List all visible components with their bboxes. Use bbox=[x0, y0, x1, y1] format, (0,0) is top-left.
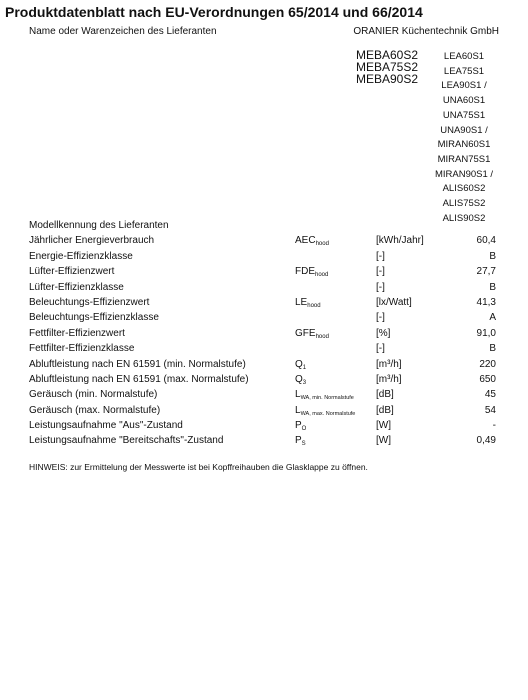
spec-row bbox=[0, 418, 528, 433]
spec-symbol: $Q_3$ bbox=[295, 373, 307, 386]
spec-row bbox=[0, 233, 528, 248]
spec-symbol: $LE_{hood}$ bbox=[295, 296, 321, 309]
supplier-label: Name oder Warenzeichen des Lieferanten bbox=[29, 26, 217, 37]
model-secondary-item: ALIS90S2 bbox=[442, 212, 486, 224]
model-secondary-item: MIRAN60S1 bbox=[437, 139, 491, 151]
model-list-secondary bbox=[432, 50, 496, 226]
spec-row bbox=[0, 403, 528, 418]
spec-value: 60,4 bbox=[476, 235, 496, 247]
spec-value: 54 bbox=[484, 404, 496, 416]
spec-value: - bbox=[492, 420, 496, 432]
spec-symbol: $Q_1$ bbox=[295, 358, 307, 371]
spec-unit: [lx/Watt] bbox=[376, 296, 412, 308]
spec-unit: [kWh/Jahr] bbox=[376, 235, 424, 247]
spec-value: 220 bbox=[479, 358, 496, 370]
spec-unit: [-] bbox=[376, 343, 385, 355]
spec-row bbox=[0, 326, 528, 341]
spec-unit: [dB] bbox=[376, 389, 394, 401]
model-list-primary bbox=[356, 49, 418, 85]
spec-unit: [W] bbox=[376, 420, 391, 432]
spec-row bbox=[0, 218, 528, 233]
spec-value: 41,3 bbox=[476, 296, 496, 308]
spec-unit: [W] bbox=[376, 435, 391, 447]
spec-row bbox=[0, 310, 528, 325]
model-secondary-item: MIRAN75S1 bbox=[437, 153, 491, 165]
spec-table bbox=[0, 218, 528, 449]
spec-row bbox=[0, 264, 528, 279]
spec-label: Leistungsaufnahme "Aus"-Zustand bbox=[29, 420, 183, 432]
spec-value: 650 bbox=[479, 373, 496, 385]
model-secondary-item: MIRAN90S1 / bbox=[434, 168, 494, 180]
model-secondary-item: LEA90S1 / bbox=[441, 80, 487, 92]
spec-value: B bbox=[489, 281, 496, 293]
spec-label: Fettfilter-Effizienzklasse bbox=[29, 343, 135, 355]
spec-row bbox=[0, 372, 528, 387]
model-primary-item: MEBA60S2 bbox=[356, 48, 419, 62]
spec-label: Energie-Effizienzklasse bbox=[29, 250, 133, 262]
spec-value: 45 bbox=[484, 389, 496, 401]
spec-symbol: $L_{WA, min. Normalstufe}$ bbox=[295, 389, 354, 402]
model-secondary-item: LEA60S1 bbox=[443, 51, 485, 62]
model-secondary-item: ALIS60S2 bbox=[442, 183, 486, 195]
page-title: Produktdatenblatt nach EU-Verordnungen 65/2014 und 66/2014 bbox=[5, 4, 423, 20]
spec-unit: [-] bbox=[376, 250, 385, 262]
spec-value: A bbox=[489, 312, 496, 324]
spec-row bbox=[0, 249, 528, 264]
model-secondary-item: LEA75S1 bbox=[443, 65, 485, 77]
spec-row bbox=[0, 295, 528, 310]
spec-row bbox=[0, 357, 528, 372]
spec-label: Beleuchtungs-Effizienzklasse bbox=[29, 312, 159, 324]
spec-value: 91,0 bbox=[476, 327, 496, 339]
spec-unit: [dB] bbox=[376, 404, 394, 416]
spec-unit: [m³/h] bbox=[376, 373, 402, 385]
spec-row bbox=[0, 341, 528, 356]
spec-symbol: $AEC_{hood}$ bbox=[295, 235, 329, 248]
spec-label: Geräusch (min. Normalstufe) bbox=[29, 389, 158, 401]
model-primary-item: MEBA75S2 bbox=[356, 60, 419, 74]
spec-label: Abluftleistung nach EN 61591 (max. Normalstufe) bbox=[29, 373, 249, 385]
spec-unit: [m³/h] bbox=[376, 358, 402, 370]
spec-value: 0,49 bbox=[476, 435, 496, 447]
spec-value: 27,7 bbox=[476, 266, 496, 278]
spec-label: Modellkennung des Lieferanten bbox=[29, 220, 169, 231]
spec-symbol: $P_S$ bbox=[295, 435, 306, 448]
model-primary-item: MEBA90S2 bbox=[356, 72, 419, 86]
supplier-value: ORANIER Küchentechnik GmbH bbox=[353, 26, 499, 37]
spec-unit: [%] bbox=[376, 327, 391, 339]
model-secondary-item: UNA90S1 / bbox=[440, 124, 488, 136]
spec-symbol: $P_O$ bbox=[295, 420, 307, 433]
hint-note: HINWEIS: zur Ermittelung der Messwerte ist bei Kopffreihauben die Glasklappe zu öffnen. bbox=[29, 462, 368, 472]
spec-value: B bbox=[489, 250, 496, 262]
spec-label: Beleuchtungs-Effizienzwert bbox=[29, 296, 150, 308]
spec-label: Leistungsaufnahme "Bereitschafts"-Zustand bbox=[29, 435, 224, 447]
model-secondary-item: UNA75S1 bbox=[442, 109, 486, 121]
spec-label: Lüfter-Effizienzwert bbox=[29, 266, 115, 278]
spec-value: B bbox=[489, 343, 496, 355]
spec-unit: [-] bbox=[376, 266, 385, 278]
model-secondary-item: ALIS75S2 bbox=[442, 198, 486, 210]
spec-unit: [-] bbox=[376, 281, 385, 293]
spec-unit: [-] bbox=[376, 312, 385, 324]
spec-label: Abluftleistung nach EN 61591 (min. Normalstufe) bbox=[29, 358, 246, 370]
model-secondary-item: UNA60S1 bbox=[442, 95, 486, 107]
spec-row bbox=[0, 433, 528, 448]
spec-row bbox=[0, 387, 528, 402]
spec-label: Lüfter-Effizienzklasse bbox=[29, 281, 124, 293]
spec-symbol: $L_{WA, max. Normalstufe}$ bbox=[295, 404, 356, 417]
spec-label: Jährlicher Energieverbrauch bbox=[29, 235, 155, 247]
spec-label: Geräusch (max. Normalstufe) bbox=[29, 404, 161, 416]
spec-symbol: $GFE_{hood}$ bbox=[295, 327, 329, 340]
spec-row bbox=[0, 280, 528, 295]
spec-symbol: $FDE_{hood}$ bbox=[295, 266, 329, 279]
spec-label: Fettfilter-Effizienzwert bbox=[29, 327, 125, 339]
